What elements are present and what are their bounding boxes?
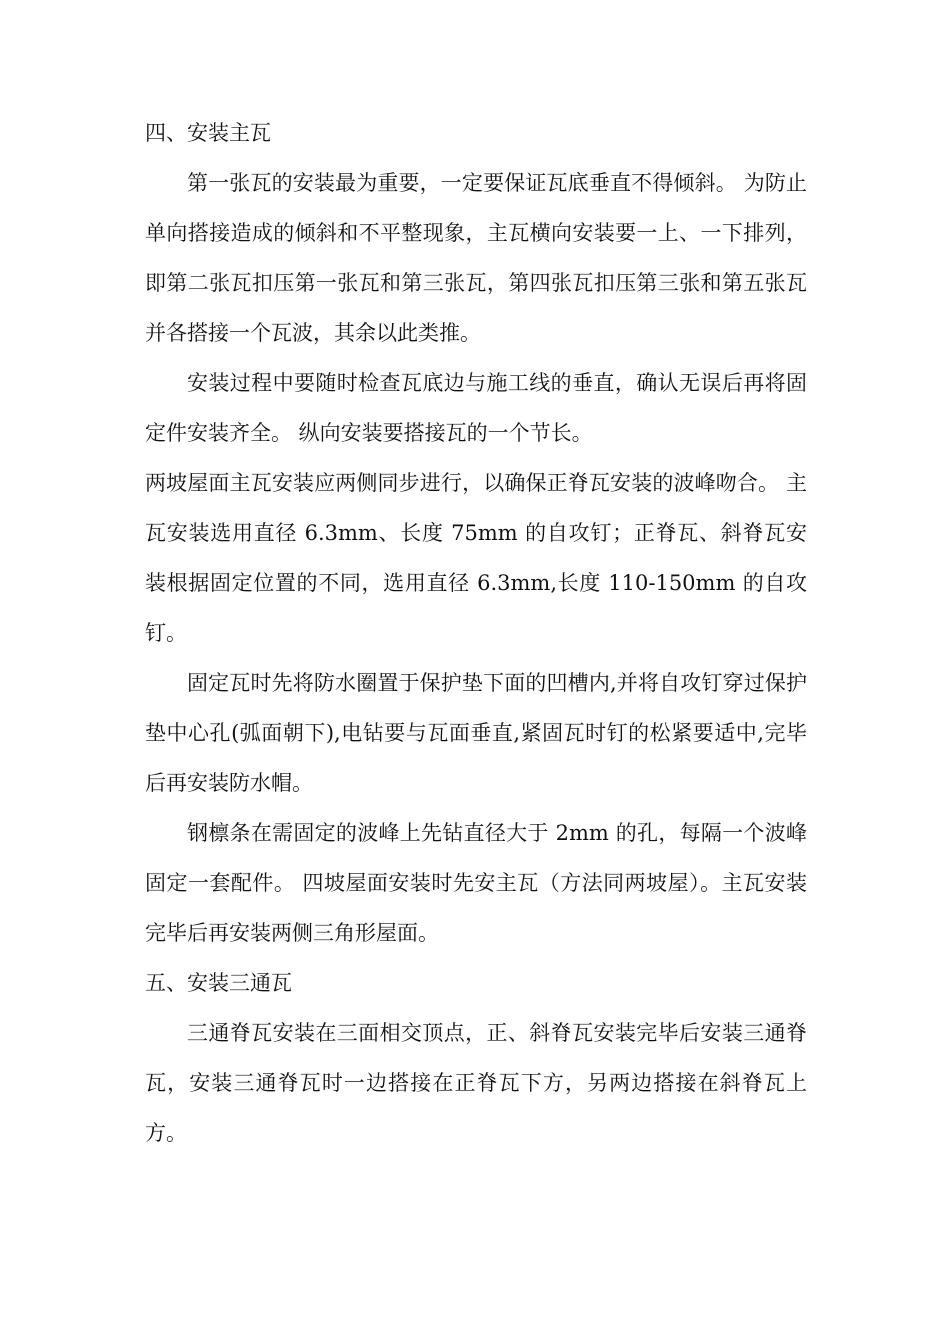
section-heading-install-main-tile: 四、安装主瓦 (145, 121, 271, 145)
paragraph-steel-purlin: 钢檩条在需固定的波峰上先钻直径大于 2mm 的孔，每隔一个波峰固定一套配件。 四坡屋面安装时先安主瓦（方法同两坡屋）。主瓦安装完毕后再安装两侧三角形屋面。 (145, 821, 807, 945)
paragraph-fixing-tile: 固定瓦时先将防水圈置于保护垫下面的凹槽内,并将自攻钉穿过保护垫中心孔(弧面朝下),电钻要与瓦面垂直,紧固瓦时钉的松紧要适中,完毕后再安装防水帽。 (145, 671, 807, 795)
paragraph-two-slope-roof: 两坡屋面主瓦安装应两侧同步进行，以确保正脊瓦安装的波峰吻合。 主瓦安装选用直径 6.3mm、长度 75mm 的自攻钉；正脊瓦、斜脊瓦安装根据固定位置的不同，选用直径 6.3mm,长度 110-150mm 的自攻钉。 (145, 471, 807, 645)
paragraph-first-tile: 第一张瓦的安装最为重要，一定要保证瓦底垂直不得倾斜。 为防止单向搭接造成的倾斜和不平整现象，主瓦横向安装要一上、一下排列，即第二张瓦扣压第一张瓦和第三张瓦，第四张瓦扣压第三张和第五张瓦并各搭接一个瓦波，其余以此类推。 (145, 171, 807, 345)
section-heading-install-three-way-tile: 五、安装三通瓦 (145, 971, 292, 995)
document-page (145, 108, 807, 1158)
paragraph-three-way-ridge: 三通脊瓦安装在三面相交顶点，正、斜脊瓦安装完毕后安装三通脊瓦，安装三通脊瓦时一边搭接在正脊瓦下方，另两边搭接在斜脊瓦上方。 (145, 1021, 807, 1145)
paragraph-installation-check: 安装过程中要随时检查瓦底边与施工线的垂直，确认无误后再将固定件安装齐全。 纵向安装要搭接瓦的一个节长。 (145, 371, 807, 445)
